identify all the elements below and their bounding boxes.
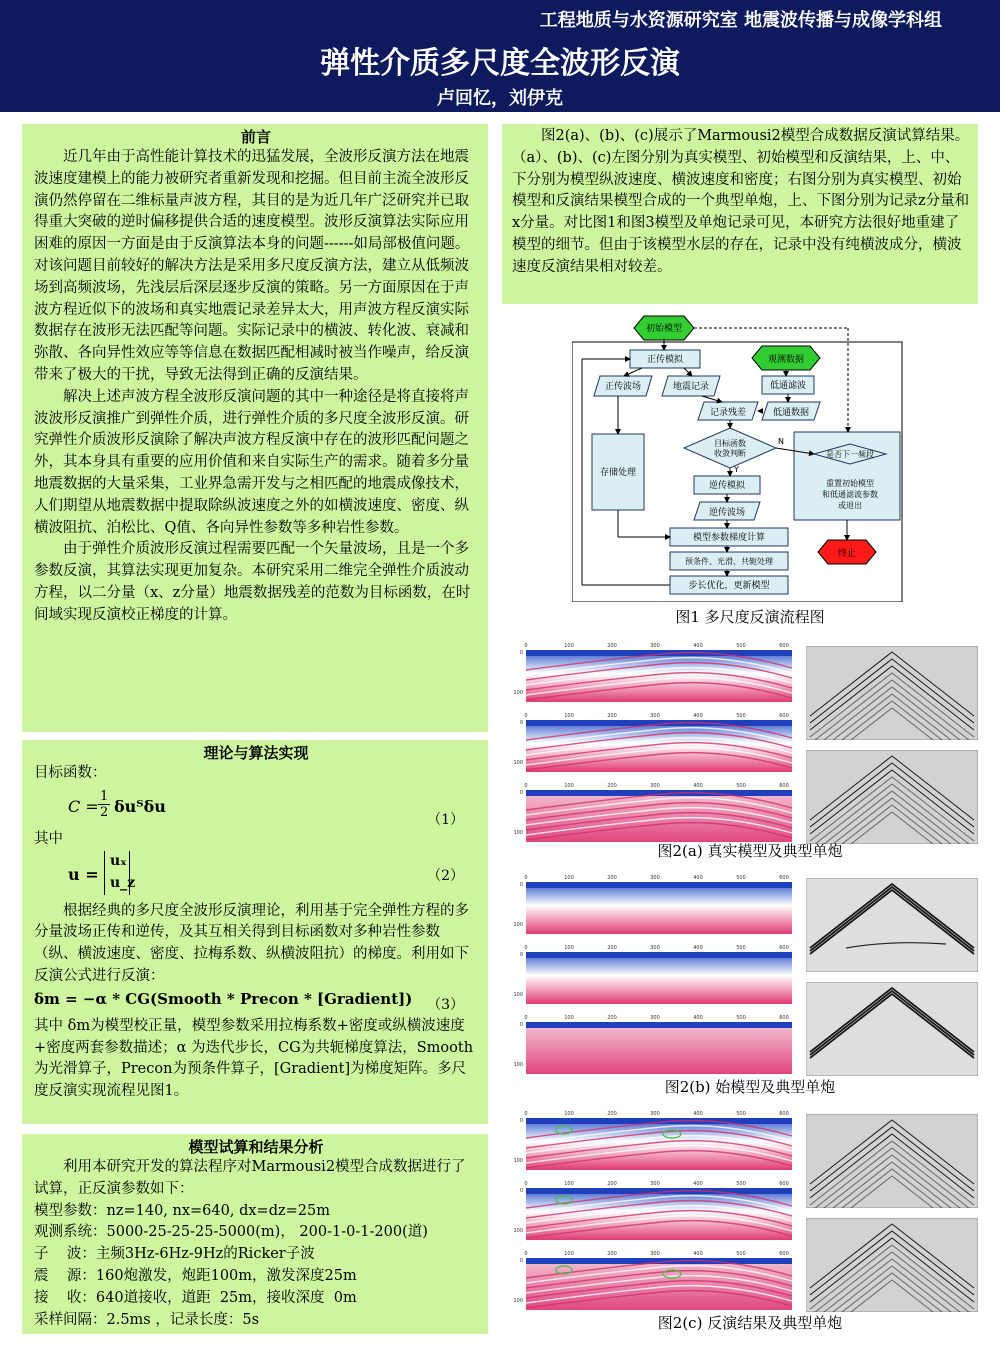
- x-tick-label: 100: [564, 713, 574, 719]
- fc-forward: [630, 350, 700, 368]
- fc-no-label: N: [778, 437, 784, 446]
- x-tick-label: 500: [736, 783, 746, 789]
- eq2-top: uₓ: [110, 852, 127, 869]
- x-tick-label: 0: [524, 643, 528, 649]
- fc-stop-label: 终止: [837, 549, 857, 559]
- eq2-number: （2）: [427, 867, 464, 884]
- shot-gather-b-1: [806, 878, 978, 972]
- x-tick-label: 300: [650, 783, 660, 789]
- fc-lowpass-label: 低通滤波: [769, 381, 807, 391]
- fc-gradient: [670, 528, 788, 546]
- fc-gradient-label: 模型参数梯度计算: [692, 533, 766, 543]
- x-tick-label: 500: [736, 875, 746, 881]
- model-section-c-3: [512, 1248, 796, 1314]
- x-tick-label: 300: [650, 643, 660, 649]
- fc-back-field: [694, 502, 760, 520]
- fc-storage-label: 存储处理: [599, 468, 637, 478]
- x-tick-label: 300: [650, 713, 660, 719]
- x-tick-label: 400: [693, 643, 703, 649]
- x-tick-label: 0: [524, 1251, 528, 1257]
- model-section-c-2: [512, 1178, 796, 1244]
- y-tick-label: 0: [519, 1188, 523, 1194]
- theory-paragraph-1: 根据经典的多尺度全波形反演理论，利用基于完全弹性方程的多分量波场正传和逆传，及其互相关得到目标函数对多种岩性参数（纵、横波速度、密度、拉梅系数、纵横波阻抗）的梯度。利用如下反演公式进行反演：: [34, 902, 469, 984]
- poster-authors: 卢回忆，刘伊克: [437, 88, 563, 109]
- fc-lowpass: [762, 376, 814, 394]
- x-tick-label: 200: [607, 643, 617, 649]
- results-text: 图2(a)、(b)、(c)展示了Marmousi2模型合成数据反演试算结果。（a）、(b)、(c)左图分别为真实模型、初始模型和反演结果，上、中、下分别为模型纵波速度、横波速度和密度；右图分别为真实模型、初始模型和反演结果模型合成的一个典型单炮，上、下图分别为记录z分量和x分量。对比图1和图3模型及单炮记录可见，本研究方法很好地重建了模型的细节。但由于该模型水层的存在，记录中没有纯横波成分，横波速度反演结果相对较差。: [512, 128, 970, 275]
- poster-header: [0, 0, 1000, 112]
- fc-backward-label: 逆传模拟: [708, 481, 746, 491]
- x-tick-label: 400: [693, 1181, 703, 1187]
- x-tick-label: 100: [564, 1015, 574, 1021]
- x-tick-label: 300: [650, 1181, 660, 1187]
- x-tick-label: 0: [524, 783, 528, 789]
- fig2c-caption: 图2(c) 反演结果及典型单炮: [657, 1314, 843, 1332]
- x-tick-label: 400: [693, 1111, 703, 1117]
- param-line: 模型参数：nz=140, nx=640, dx=dz=25m: [34, 1202, 330, 1219]
- y-tick-label: 0: [519, 1258, 523, 1264]
- x-tick-label: 600: [779, 875, 789, 881]
- y-tick-label: 100: [513, 760, 523, 766]
- x-tick-label: 200: [607, 713, 617, 719]
- fc-precon: [670, 552, 788, 570]
- y-tick-label: 0: [519, 720, 523, 726]
- fc-fwd-field: [594, 376, 652, 396]
- y-tick-label: 100: [513, 1228, 523, 1234]
- fc-next-band-box: [794, 432, 900, 520]
- x-tick-label: 100: [564, 643, 574, 649]
- x-tick-label: 500: [736, 1251, 746, 1257]
- eq2-vector: [104, 851, 136, 895]
- eq3-body: δm = −α * CG(Smooth * Precon * [Gradient]): [34, 989, 413, 1008]
- fig2b-caption: 图2(b) 始模型及典型单炮: [664, 1078, 836, 1096]
- fc-update-label: 步长优化，更新模型: [688, 581, 770, 591]
- x-tick-label: 0: [524, 875, 528, 881]
- y-tick-label: 100: [513, 690, 523, 696]
- y-tick-label: 0: [519, 1022, 523, 1028]
- param-line: 采样间隔：2.5ms ，记录长度：5s: [34, 1311, 260, 1328]
- shot-gather-a-2: [806, 750, 978, 844]
- fc-update: [670, 576, 788, 594]
- y-tick-label: 0: [519, 650, 523, 656]
- y-tick-label: 100: [513, 1298, 523, 1304]
- fc-forward-label: 正传模拟: [646, 355, 684, 365]
- x-tick-label: 100: [564, 1251, 574, 1257]
- x-tick-label: 100: [564, 945, 574, 951]
- experiment-intro: 利用本研究开发的算法程序对Marmousi2模型合成数据进行了试算，正反演参数如下：: [34, 1159, 466, 1197]
- intro-panel: [22, 124, 488, 732]
- y-tick-label: 0: [519, 1118, 523, 1124]
- y-tick-label: 0: [519, 790, 523, 796]
- x-tick-label: 0: [524, 713, 528, 719]
- fc-fwd-field-label: 正传波场: [604, 382, 642, 392]
- y-tick-label: 100: [513, 1062, 523, 1068]
- x-tick-label: 100: [564, 1181, 574, 1187]
- eq1-denominator: 2: [100, 804, 109, 820]
- x-tick-label: 100: [564, 783, 574, 789]
- intro-paragraph-3: 由于弹性介质波形反演过程需要匹配一个矢量波场，且是一个多参数反演，其算法实现更加复杂。本研究采用二维完全弹性介质波动方程，以二分量（x、z分量）地震数据残差的范数为目标函数，在时间域实现反演校正梯度的计算。: [34, 541, 471, 623]
- flowchart: [572, 312, 908, 602]
- fc-seismic-record-label: 地震记录: [672, 382, 710, 392]
- x-tick-label: 0: [524, 1015, 528, 1021]
- param-line: 子 波：主频3Hz-6Hz-9Hz的Ricker子波: [34, 1246, 315, 1263]
- model-section-a-3: [512, 780, 796, 846]
- x-tick-label: 300: [650, 1251, 660, 1257]
- x-tick-label: 400: [693, 1015, 703, 1021]
- y-tick-label: 100: [513, 922, 523, 928]
- param-line: 震 源：160炮激发，炮距100m，激发深度25m: [34, 1267, 357, 1284]
- equation-1: [34, 785, 478, 829]
- fc-back-field-label: 逆传波场: [708, 508, 746, 518]
- y-tick-label: 100: [513, 830, 523, 836]
- x-tick-label: 600: [779, 1111, 789, 1117]
- x-tick-label: 300: [650, 1015, 660, 1021]
- x-tick-label: 600: [779, 1251, 789, 1257]
- eq3-number: （3）: [427, 996, 464, 1013]
- shot-gather-c-2: [806, 1218, 978, 1312]
- x-tick-label: 100: [564, 1111, 574, 1117]
- x-tick-label: 600: [779, 1015, 789, 1021]
- eq1-numerator: 1: [100, 788, 109, 804]
- model-section-a-1: [512, 640, 796, 706]
- y-tick-label: 0: [519, 882, 523, 888]
- eq1-number: （1）: [427, 811, 464, 828]
- fc-lowpass-data: [762, 402, 820, 420]
- x-tick-label: 600: [779, 945, 789, 951]
- x-tick-label: 300: [650, 945, 660, 951]
- x-tick-label: 200: [607, 1111, 617, 1117]
- fc-seismic-record: [662, 376, 720, 396]
- fc-converge-label: 目标函数: [714, 439, 746, 448]
- x-tick-label: 0: [524, 945, 528, 951]
- fc-backward: [694, 476, 760, 494]
- fc-precon-label: 预条件、光滑、共轭处理: [685, 557, 773, 566]
- eq1-lhs: C =: [68, 796, 99, 816]
- x-tick-label: 200: [607, 875, 617, 881]
- fc-observed: [752, 346, 820, 370]
- x-tick-label: 500: [736, 945, 746, 951]
- x-tick-label: 200: [607, 945, 617, 951]
- model-section-b-2: [512, 942, 796, 1008]
- fc-converge-label-2: 收敛判断: [714, 449, 746, 458]
- x-tick-label: 400: [693, 713, 703, 719]
- where-label: 其中: [34, 830, 63, 847]
- fc-residual: [698, 402, 758, 420]
- x-tick-label: 600: [779, 643, 789, 649]
- x-tick-label: 400: [693, 945, 703, 951]
- fc-observed-label: 观测数据: [767, 355, 805, 365]
- intro-paragraph-2: 解决上述声波方程全波形反演问题的其中一种途径是将直接将声波波形反演推广到弹性介质，进行弹性介质的多尺度全波形反演。研究弹性介质波形反演除了解决声波方程反演中存在的波形匹配问题之外，其本身具有重要的应用价值和来自实际生产的需求。随着多分量地震数据的大量采集，工业界急需开发与之相匹配的地震成像技术，人们期望从地震数据中提取除纵波速度之外的如横波速度、密度、纵横波阻抗、泊松比、Q值、各向异性参数等多种岩性参数。: [34, 388, 469, 536]
- eq1-fraction: [98, 789, 110, 820]
- intro-heading: 前言: [240, 128, 271, 146]
- fc-storage: [592, 434, 644, 510]
- theory-paragraph-2: 其中 δm为模型校正量，模型参数采用拉梅系数+密度或纵横波速度+密度两套参数描述；α 为迭代步长，CG为共轭梯度算法，Smooth为光滑算子，Precon为预条件算子，[Gradient]为梯度矩阵。多尺度反演实现流程见图1。: [34, 1017, 474, 1100]
- theory-heading: 理论与算法实现: [203, 744, 309, 762]
- theory-panel: [22, 740, 488, 1124]
- x-tick-label: 500: [736, 713, 746, 719]
- fc-converge: [684, 428, 776, 468]
- results-panel: [502, 124, 978, 304]
- shot-gather-a-1: [806, 646, 978, 740]
- param-line: 接 收：640道接收，道距 25m，接收深度 0m: [34, 1289, 357, 1306]
- x-tick-label: 500: [736, 643, 746, 649]
- param-line: 观测系统：5000-25-25-25-5000(m)， 200-1-0-1-200(道): [34, 1224, 428, 1241]
- x-tick-label: 200: [607, 1015, 617, 1021]
- x-tick-label: 200: [607, 783, 617, 789]
- y-tick-label: 0: [519, 952, 523, 958]
- model-section-c-1: [512, 1108, 796, 1174]
- x-tick-label: 300: [650, 875, 660, 881]
- x-tick-label: 0: [524, 1181, 528, 1187]
- equation-3: [34, 988, 478, 1016]
- x-tick-label: 100: [564, 875, 574, 881]
- y-tick-label: 100: [513, 992, 523, 998]
- fc-next-band-label: 是否下一频段: [826, 450, 874, 459]
- y-tick-label: 100: [513, 1158, 523, 1164]
- experiment-heading: 模型试算和结果分析: [188, 1138, 324, 1156]
- fc-residual-label: 记录残差: [709, 408, 747, 418]
- eq1-rhs: δuᵀδu: [114, 796, 166, 816]
- x-tick-label: 200: [607, 1251, 617, 1257]
- x-tick-label: 200: [607, 1181, 617, 1187]
- x-tick-label: 600: [779, 713, 789, 719]
- eq2-bottom: u_z: [110, 874, 136, 891]
- fc-reset-label: 重置初始模型: [826, 479, 874, 488]
- intro-paragraph-1: 近几年由于高性能计算技术的迅猛发展，全波形反演方法在地震波速度建模上的能力被研究者重新发现和挖掘。但目前主流全波形反演仍然停留在二维标量声波方程，其目的是为近几年广泛研究并已取得重大突破的逆时偏移提供合适的速度模型。波形反演算法实际应用困难的原因一方面是由于反演算法本身的问题------如局部极值问题。对该问题目前较好的解决方法是采用多尺度反演方法，建立从低频波场到高频波场，先浅层后深层逐步反演的策略。另一方面原因在于声波方程近似下的波场和真实地震记录差异太大，用声波方程反演实际数据存在波形无法匹配等问题。实际记录中的横波、转化波、衰减和弥散、各向异性效应等等信息在数据匹配相减时被当作噪声，给反演带来了极大的干扰，导致无法得到正确的反演结果。: [34, 149, 470, 383]
- experiment-panel: [22, 1134, 488, 1334]
- eq2-lhs: u =: [68, 864, 99, 884]
- x-tick-label: 500: [736, 1111, 746, 1117]
- x-tick-label: 600: [779, 1181, 789, 1187]
- fig2a-caption: 图2(a) 真实模型及典型单炮: [657, 842, 843, 860]
- x-tick-label: 400: [693, 875, 703, 881]
- x-tick-label: 0: [524, 1111, 528, 1117]
- fc-start-label: 初始模型: [645, 324, 683, 334]
- poster-title: 弹性介质多尺度全波形反演: [320, 46, 680, 81]
- model-section-b-3: [512, 1012, 796, 1078]
- fc-start: [634, 316, 694, 340]
- objective-label: 目标函数：: [34, 765, 107, 781]
- x-tick-label: 600: [779, 783, 789, 789]
- x-tick-label: 500: [736, 1015, 746, 1021]
- model-section-b-1: [512, 872, 796, 938]
- x-tick-label: 400: [693, 783, 703, 789]
- shot-gather-b-2: [806, 982, 978, 1076]
- fc-reset-label-3: 或退出: [838, 501, 862, 510]
- x-tick-label: 300: [650, 1111, 660, 1117]
- x-tick-label: 400: [693, 1251, 703, 1257]
- fc-lowpass-data-label: 低通数据: [772, 408, 810, 418]
- fc-stop: [818, 540, 876, 564]
- equation-2: [34, 851, 478, 901]
- shot-gather-c-1: [806, 1114, 978, 1208]
- fig1-caption: 图1 多尺度反演流程图: [675, 608, 825, 626]
- model-section-a-2: [512, 710, 796, 776]
- fc-yes-label: Y: [734, 465, 739, 474]
- research-group: 工程地质与水资源研究室 地震波传播与成像学科组: [539, 10, 942, 31]
- x-tick-label: 500: [736, 1181, 746, 1187]
- fc-reset-label-2: 和低通滤波参数: [822, 490, 878, 499]
